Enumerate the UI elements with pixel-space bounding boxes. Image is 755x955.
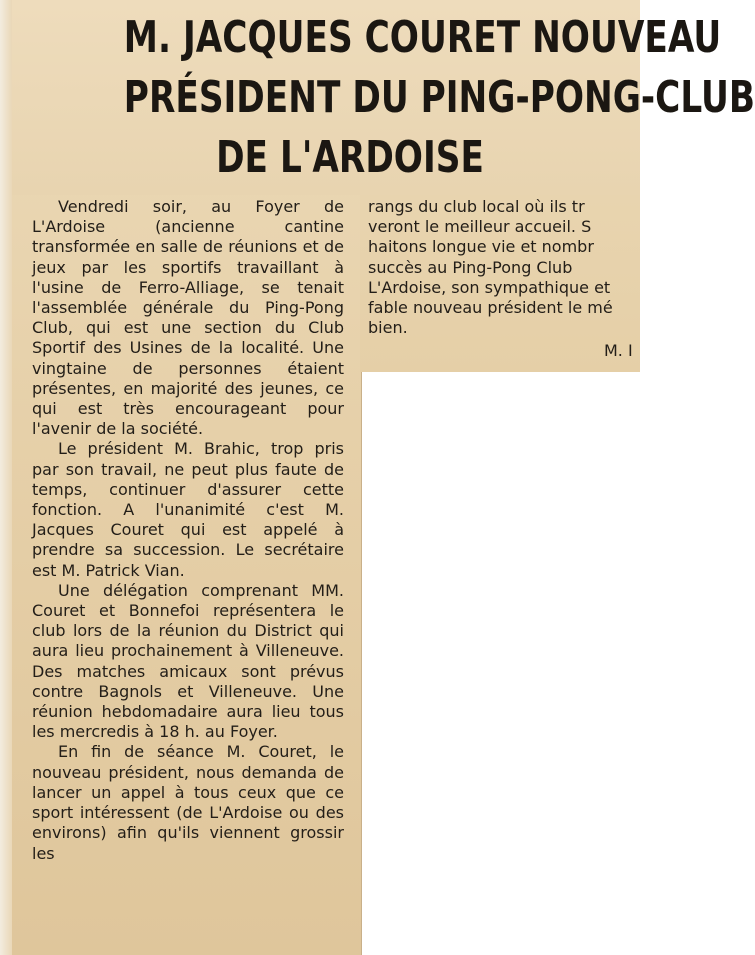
continuation-line: fable nouveau président le mé: [368, 298, 613, 318]
article-paragraph: Le président M. Brahic, trop pris par son travail, ne peut plus faute de temps, continuer d'assurer cette fonction. A l'unanimité c'est M. Jacques Couret qui est appelé à prendre sa succession. Le secrétaire est M. Patrick Vian.: [32, 439, 344, 580]
article-paragraph: Une délégation comprenant MM. Couret et Bonnefoi représentera le club lors de la réunion du District qui aura lieu prochainement à Villeneuve. Des matches amicaux sont prévus contre Bagnols et Villeneuve. Une réunion hebdomadaire aura lieu tous les mercredis à 18 h. au Foyer.: [32, 580, 344, 742]
continuation-line: bien.: [368, 318, 408, 338]
article-signature: M. I: [604, 341, 633, 360]
article-body-left-column: [32, 197, 344, 864]
clipping-left-edge: [0, 0, 12, 955]
article-paragraph: Vendredi soir, au Foyer de L'Ardoise (ancienne cantine transformée en salle de réunions et de jeux par les sportifs travaillant à l'usine de Ferro-Alliage, se tenait l'assemblée générale du Ping-Pong Club, qui est une section du Club Sportif des Usines de la localité. Une vingtaine de personnes étaient présentes, en majorité des jeunes, ce qui est très encourageant pour l'avenir de la société.: [32, 197, 344, 439]
headline-line-2: PRÉSIDENT DU PING-PONG-CLUB: [123, 72, 755, 123]
continuation-line: veront le meilleur accueil. S: [368, 217, 592, 237]
continuation-line: L'Ardoise, son sympathique et: [368, 277, 611, 297]
continuation-line: rangs du club local où ils tr: [368, 197, 585, 216]
article-paragraph: En fin de séance M. Couret, le nouveau président, nous demanda de lancer un appel à tous ceux que ce sport intéressent (de L'Ardoise ou des environs) afin qu'ils viennent grossir les: [32, 742, 344, 863]
headline-line-3: DE L'ARDOISE: [216, 132, 484, 183]
continuation-line: succès au Ping-Pong Club: [368, 257, 573, 277]
article-headline: [123, 8, 755, 188]
article-body-right-column: [368, 197, 668, 338]
continuation-line: haitons longue vie et nombr: [368, 237, 594, 257]
headline-line-1: M. JACQUES COURET NOUVEAU: [123, 12, 722, 63]
